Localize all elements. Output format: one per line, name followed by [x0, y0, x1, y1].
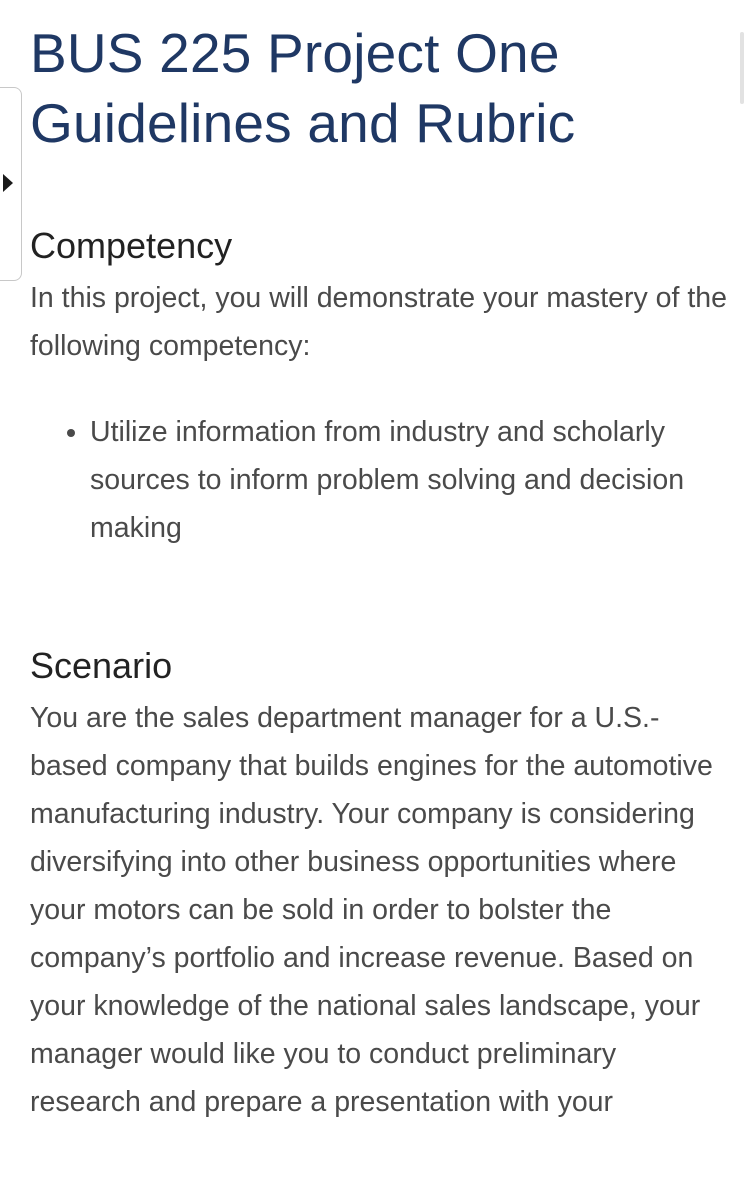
competency-intro: In this project, you will demonstrate your mastery of the following competency: — [30, 282, 727, 362]
scenario-section — [30, 642, 730, 1126]
competency-list — [30, 408, 730, 552]
scenario-text: You are the sales department manager for a U.S.-based company that builds engines for the automotive manufacturing industry. Your company is considering diversifying into other business opportunities where your motors can be sold in order to bolster the company’s portfolio and increase revenue. Based on your knowledge of the national sales landscape, your manager would like you to conduct preliminary research and prepare a presentation with your — [30, 702, 713, 1118]
competency-section — [30, 222, 730, 552]
caret-right-icon — [3, 174, 13, 192]
scrollbar[interactable] — [740, 32, 744, 104]
scenario-heading: Scenario — [30, 645, 173, 686]
sidebar-toggle-button[interactable] — [0, 87, 22, 281]
competency-heading: Competency — [30, 225, 233, 266]
document-page — [30, 18, 730, 1126]
list-item: • Utilize information from industry and scholarly sources to inform problem solving and decision making — [90, 408, 730, 552]
page-title: BUS 225 Project One Guidelines and Rubric — [30, 22, 576, 154]
